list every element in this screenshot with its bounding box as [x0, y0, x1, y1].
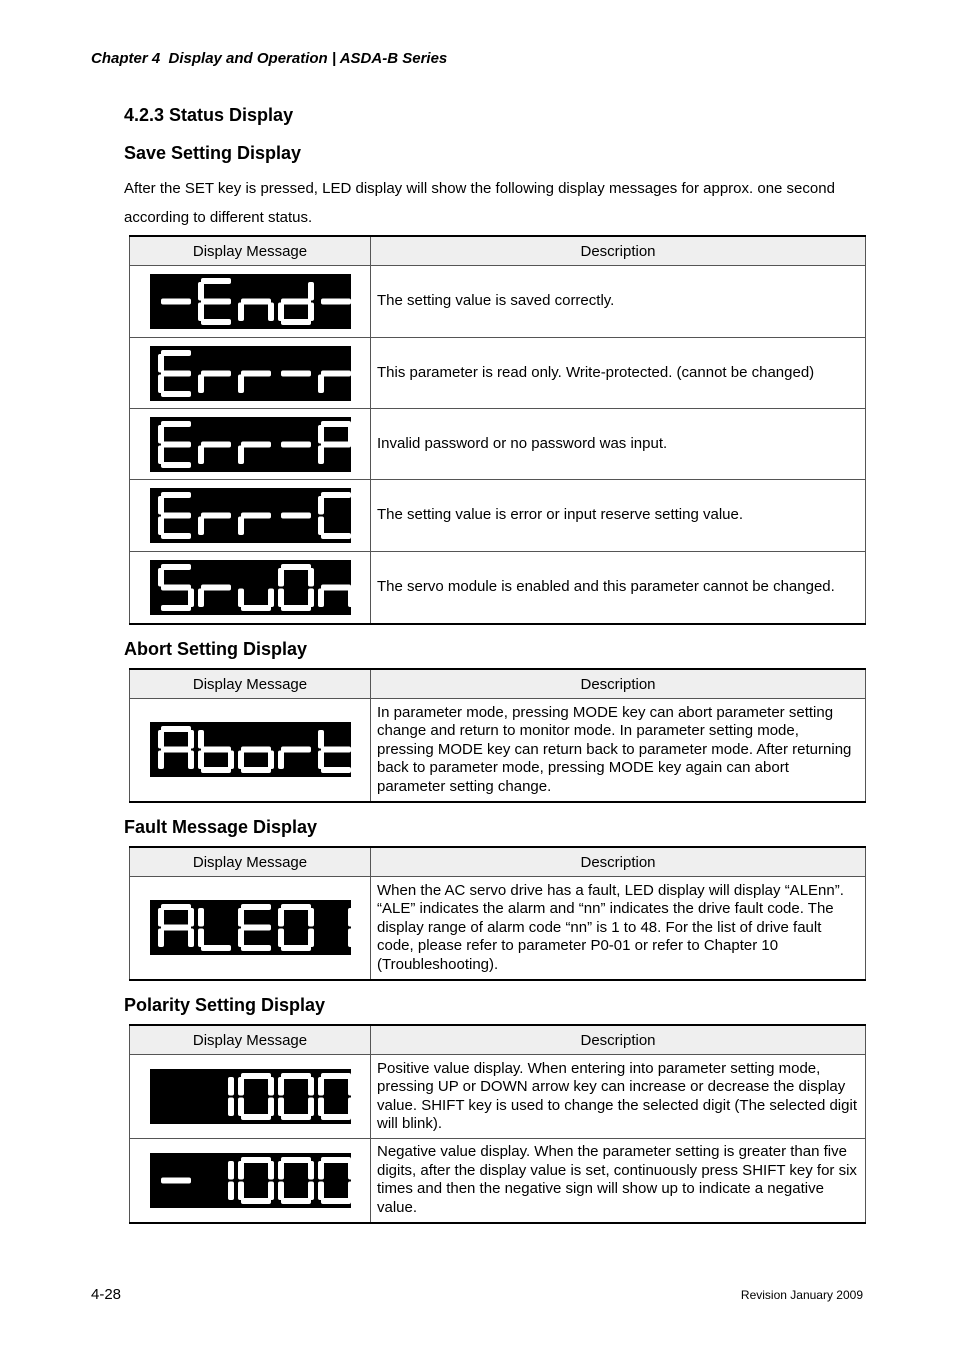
led-segment: [161, 350, 191, 356]
led-segment: [238, 303, 244, 322]
led-segment: [238, 1077, 244, 1096]
led-segment: [228, 751, 234, 770]
led-segment: [308, 929, 314, 948]
led-segment: [318, 588, 324, 607]
led-segment: [241, 1114, 271, 1120]
led-segment: [281, 299, 311, 305]
led-segment: [158, 496, 164, 515]
led-segment: [198, 374, 204, 393]
row-description: Negative value display. When the parameter setting is greater than five digits, after the display value is set, continuously press SHIFT key for six times and then the negative sign will show up to indicate a negative value.: [371, 1139, 866, 1223]
led-segment: [348, 1161, 351, 1180]
table-row: [130, 1055, 866, 1139]
led-segment: [278, 908, 284, 927]
led-segment: [278, 1098, 284, 1117]
led-segment: [241, 513, 271, 519]
fault-message-heading: Fault Message Display: [124, 817, 318, 837]
led-segment: [161, 925, 191, 931]
led-segment: [228, 1098, 234, 1117]
row-description: The setting value is error or input reserve setting value.: [371, 480, 866, 552]
led-display: [150, 560, 351, 615]
led-segment: [318, 730, 324, 749]
led-segment: [188, 929, 194, 948]
abort-setting-table: [129, 668, 866, 803]
led-segment: [278, 568, 284, 587]
led-segment: [281, 1114, 311, 1120]
led-segment: [321, 421, 351, 427]
row-description: In parameter mode, pressing MODE key can abort parameter setting change and return to monitor mode. In parameter setting mode, pressing MODE key can return back to parameter mode. After returning back to parameter mode, pressing MODE key again can abort parameter setting change.: [371, 699, 866, 802]
led-segment: [321, 1073, 351, 1079]
led-segment: [241, 441, 271, 447]
led-segment: [268, 1098, 274, 1117]
column-header-description: Description: [371, 1025, 866, 1055]
led-segment: [198, 730, 204, 749]
led-segment: [281, 441, 311, 447]
led-segment: [281, 747, 311, 753]
led-segment: [318, 1098, 324, 1117]
led-segment: [241, 299, 271, 305]
led-segment: [278, 751, 284, 770]
led-segment: [241, 605, 271, 611]
led-segment: [241, 1073, 271, 1079]
led-segment: [321, 299, 351, 305]
led-segment: [238, 908, 244, 927]
led-segment: [321, 767, 351, 773]
led-segment: [321, 1198, 351, 1204]
led-segment: [238, 1181, 244, 1200]
revision-date: Revision January 2009: [740, 1288, 863, 1302]
led-segment: [161, 1177, 191, 1183]
led-segment: [321, 584, 351, 590]
led-segment: [201, 441, 231, 447]
led-segment: [158, 445, 164, 464]
led-segment: [238, 1161, 244, 1180]
led-segment: [238, 374, 244, 393]
led-segment: [161, 513, 191, 519]
led-segment: [278, 929, 284, 948]
led-segment: [278, 1181, 284, 1200]
section-heading: 4.2.3 Status Display: [124, 105, 294, 125]
abort-setting-heading: Abort Setting Display: [124, 639, 308, 659]
row-description: This parameter is read only. Write-protected. (cannot be changed): [371, 338, 866, 409]
led-segment: [321, 492, 351, 498]
led-segment: [308, 1161, 314, 1180]
led-segment: [348, 908, 351, 927]
table-row: [130, 480, 866, 552]
save-setting-intro: After the SET key is pressed, LED display will show the following display messages for approx. one second according to different status.: [124, 180, 835, 226]
led-segment: [281, 1198, 311, 1204]
led-display: [150, 722, 351, 777]
led-segment: [161, 605, 191, 611]
led-segment: [238, 517, 244, 536]
save-setting-heading: Save Setting Display: [124, 143, 302, 163]
table-row: [130, 266, 866, 338]
led-segment: [198, 445, 204, 464]
polarity-setting-heading: Polarity Setting Display: [124, 995, 326, 1015]
led-segment: [241, 925, 271, 931]
led-segment: [308, 568, 314, 587]
led-segment: [321, 747, 351, 753]
led-segment: [318, 1181, 324, 1200]
led-segment: [158, 568, 164, 587]
led-segment: [278, 588, 284, 607]
led-segment: [201, 278, 231, 284]
led-segment: [228, 1077, 234, 1096]
led-segment: [238, 929, 244, 948]
led-segment: [158, 354, 164, 373]
column-header-description: Description: [371, 847, 866, 877]
led-segment: [201, 747, 231, 753]
led-segment: [281, 319, 311, 325]
led-segment: [198, 588, 204, 607]
led-segment: [308, 1077, 314, 1096]
led-segment: [158, 425, 164, 444]
led-segment: [201, 370, 231, 376]
led-segment: [281, 564, 311, 570]
led-segment: [241, 1198, 271, 1204]
column-header-message: Display Message: [130, 847, 371, 877]
led-segment: [308, 282, 314, 301]
led-segment: [318, 1077, 324, 1096]
led-segment: [281, 370, 311, 376]
led-segment: [161, 391, 191, 397]
led-segment: [201, 584, 231, 590]
led-segment: [161, 441, 191, 447]
led-segment: [321, 1114, 351, 1120]
led-segment: [321, 370, 351, 376]
led-segment: [318, 517, 324, 536]
led-segment: [268, 303, 274, 322]
led-segment: [281, 513, 311, 519]
led-segment: [201, 299, 231, 305]
led-segment: [161, 370, 191, 376]
led-segment: [278, 1077, 284, 1096]
led-segment: [321, 441, 351, 447]
led-segment: [198, 282, 204, 301]
led-segment: [318, 1161, 324, 1180]
led-segment: [161, 492, 191, 498]
led-segment: [281, 1157, 311, 1163]
led-segment: [161, 747, 191, 753]
led-segment: [201, 945, 231, 951]
led-segment: [241, 904, 271, 910]
led-segment: [308, 1098, 314, 1117]
led-segment: [348, 588, 351, 607]
led-display: [150, 900, 351, 955]
led-segment: [308, 1181, 314, 1200]
led-segment: [188, 908, 194, 927]
led-segment: [238, 751, 244, 770]
save-setting-table: [129, 235, 866, 625]
column-header-description: Description: [371, 236, 866, 266]
led-segment: [161, 726, 191, 732]
led-segment: [228, 1161, 234, 1180]
led-segment: [318, 445, 324, 464]
led-segment: [198, 517, 204, 536]
led-segment: [158, 517, 164, 536]
table-row: [130, 552, 866, 624]
led-segment: [268, 751, 274, 770]
led-segment: [241, 945, 271, 951]
led-display: [150, 488, 351, 543]
led-segment: [281, 945, 311, 951]
led-segment: [281, 904, 311, 910]
led-segment: [318, 751, 324, 770]
led-segment: [238, 445, 244, 464]
led-segment: [268, 1077, 274, 1096]
led-segment: [238, 588, 244, 607]
led-segment: [228, 1181, 234, 1200]
led-segment: [308, 908, 314, 927]
led-segment: [268, 1181, 274, 1200]
led-segment: [201, 513, 231, 519]
led-segment: [161, 299, 191, 305]
led-segment: [158, 374, 164, 393]
led-segment: [278, 1161, 284, 1180]
led-segment: [268, 1161, 274, 1180]
led-segment: [241, 1157, 271, 1163]
led-segment: [198, 929, 204, 948]
led-segment: [158, 908, 164, 927]
led-segment: [201, 319, 231, 325]
row-description: When the AC servo drive has a fault, LED display will display “ALEnn”. “ALE” indicates the alarm and “nn” indicates the drive fault code. The display range of alarm code “nn” is 1 to 48. For the list of drive fault code, please refer to parameter P0-01 or refer to Chapter 10 (Troubleshooting).: [371, 877, 866, 980]
led-segment: [318, 496, 324, 515]
table-row: [130, 409, 866, 480]
led-segment: [198, 303, 204, 322]
polarity-setting-table: [129, 1024, 866, 1224]
led-segment: [318, 374, 324, 393]
fault-message-table: [129, 846, 866, 981]
led-segment: [198, 908, 204, 927]
led-display: [150, 274, 351, 329]
led-segment: [348, 425, 351, 444]
row-description: Positive value display. When entering into parameter setting mode, pressing UP or DOWN arrow key can increase or decrease the display value. SHIFT key is used to change the selected digit (The selected digit will blink).: [371, 1055, 866, 1139]
led-segment: [278, 303, 284, 322]
led-segment: [161, 584, 191, 590]
led-segment: [348, 1098, 351, 1117]
row-description: Invalid password or no password was input.: [371, 409, 866, 480]
led-segment: [321, 1157, 351, 1163]
led-segment: [281, 605, 311, 611]
led-segment: [201, 767, 231, 773]
column-header-message: Display Message: [130, 669, 371, 699]
column-header-message: Display Message: [130, 1025, 371, 1055]
led-segment: [158, 730, 164, 749]
running-header: Chapter 4 Display and Operation | ASDA-B Series: [91, 50, 448, 67]
row-description: The setting value is saved correctly.: [371, 266, 866, 338]
led-segment: [318, 425, 324, 444]
led-segment: [158, 929, 164, 948]
column-header-message: Display Message: [130, 236, 371, 266]
led-segment: [348, 1181, 351, 1200]
led-segment: [161, 904, 191, 910]
led-segment: [308, 588, 314, 607]
led-segment: [188, 751, 194, 770]
led-segment: [241, 747, 271, 753]
led-segment: [161, 421, 191, 427]
led-segment: [321, 533, 351, 539]
table-row: [130, 338, 866, 409]
led-segment: [281, 1073, 311, 1079]
led-segment: [161, 533, 191, 539]
led-segment: [161, 462, 191, 468]
led-segment: [198, 751, 204, 770]
led-segment: [188, 588, 194, 607]
led-segment: [161, 564, 191, 570]
led-segment: [268, 588, 274, 607]
led-segment: [348, 1077, 351, 1096]
led-segment: [241, 767, 271, 773]
led-display: [150, 1069, 351, 1124]
row-description: The servo module is enabled and this parameter cannot be changed.: [371, 552, 866, 624]
column-header-description: Description: [371, 669, 866, 699]
led-segment: [158, 751, 164, 770]
led-display: [150, 346, 351, 401]
table-row: [130, 877, 866, 980]
table-row: [130, 699, 866, 802]
led-display: [150, 1153, 351, 1208]
led-segment: [188, 730, 194, 749]
page-number: 4-28: [91, 1286, 122, 1303]
led-segment: [241, 370, 271, 376]
led-segment: [238, 1098, 244, 1117]
table-row: [130, 1139, 866, 1223]
led-display: [150, 417, 351, 472]
led-segment: [348, 929, 351, 948]
led-segment: [308, 303, 314, 322]
